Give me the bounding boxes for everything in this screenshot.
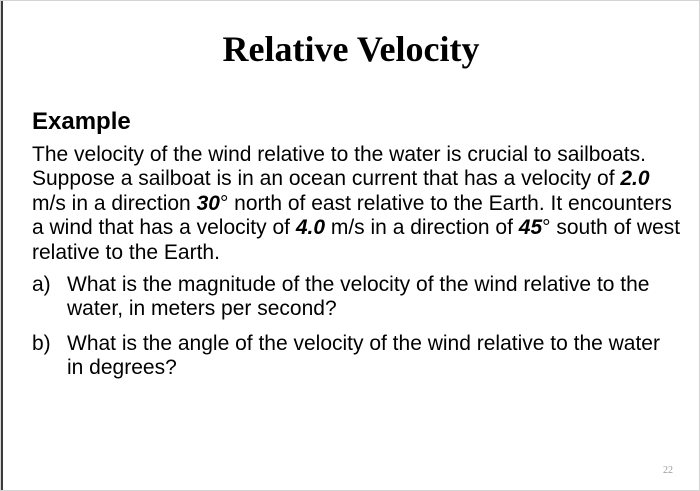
slide-title: Relative Velocity — [222, 29, 480, 69]
current-speed-value: 2.0 — [620, 167, 650, 191]
example-heading: Example — [32, 108, 131, 135]
wind-speed-value: 4.0 — [295, 216, 326, 240]
current-angle-value: 30 — [196, 191, 220, 215]
question-item-a — [32, 273, 682, 322]
question-label: b) — [32, 331, 51, 355]
paragraph-text-2: m/s in a direction — [32, 191, 197, 215]
question-text: What is the angle of the velocity of the wind relative to the water in degrees? — [67, 331, 660, 380]
problem-paragraph — [32, 143, 682, 265]
wind-angle-value: 45 — [518, 216, 543, 240]
question-item-b — [32, 332, 682, 381]
paragraph-text-1: The velocity of the wind relative to the water is crucial to sailboats. Suppose a sailboat is in an ocean current that has a velocity of — [32, 143, 646, 191]
question-label: a) — [32, 273, 51, 297]
paragraph-text-3: ° north of east relative to the Earth. It encounters a wind that has a velocity of — [32, 191, 672, 240]
question-text: What is the magnitude of the velocity of the wind relative to the water, in meters per second? — [67, 273, 650, 321]
paragraph-text-5: ° south of west relative to the Earth. — [32, 216, 681, 264]
slide-content — [32, 107, 682, 391]
page-number: 22 — [663, 465, 673, 476]
question-list — [32, 273, 682, 381]
paragraph-text-4: m/s in a direction of — [325, 216, 519, 240]
left-border-rule — [1, 1, 3, 490]
